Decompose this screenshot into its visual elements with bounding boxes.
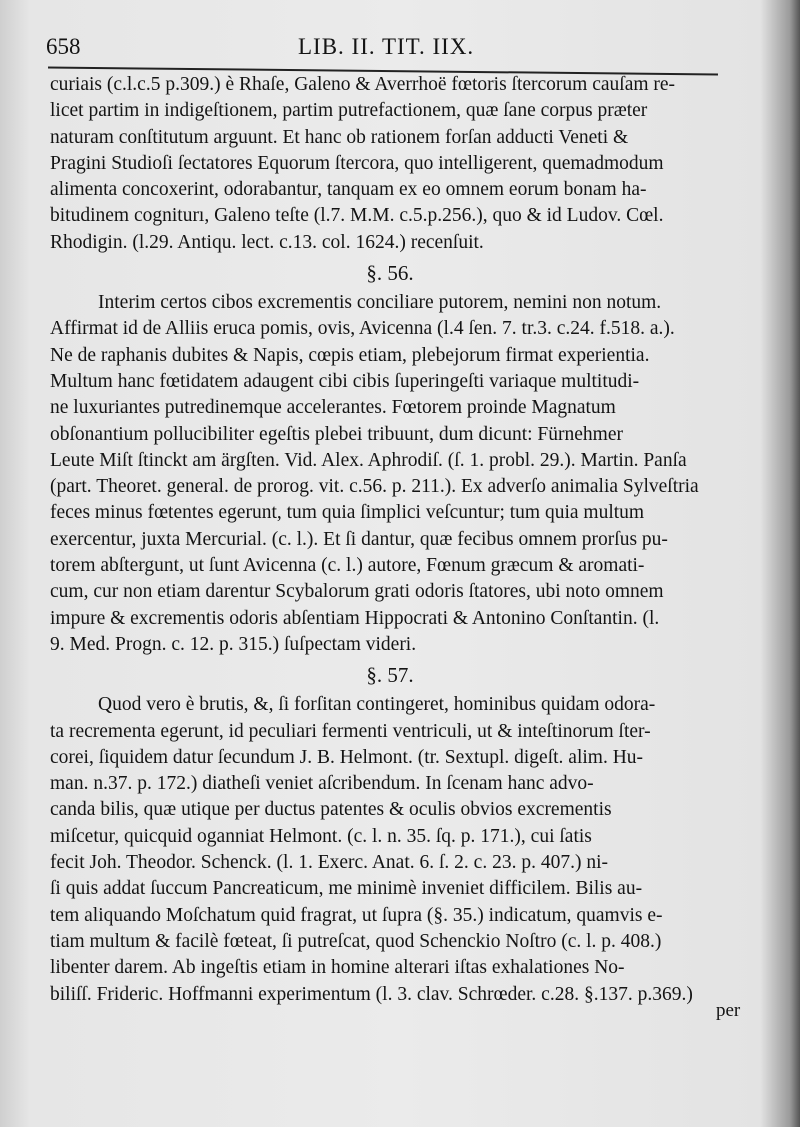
section-heading: §. 56. (366, 261, 414, 286)
text-line: ſi quis addat ſuccum Pancreaticum, me minimè inveniet difficilem. Bilis au- (50, 878, 643, 900)
text-line: Interim certos cibos excrementis conciliare putorem, nemini non notum. (98, 292, 662, 314)
text-line: obſonantium pollucibiliter egeſtis plebei tribuunt, dum dicunt: Fürnehmer (50, 423, 623, 445)
text-line: torem abſtergunt, ut ſunt Avicenna (c. l.) autore, Fœnum græcum & aromati- (50, 555, 645, 577)
text-line: Rhodigin. (l.29. Antiqu. lect. c.13. col. 1624.) recenſuit. (50, 231, 484, 253)
text-line: feces minus fœtentes egerunt, tum quia ſimplici veſcuntur; tum quia multum (50, 502, 645, 524)
catchword: per (716, 1000, 741, 1021)
text-line: Pragini Studioſi ſectatores Equorum ſtercora, quo intelligerent, quemadmodum (50, 152, 664, 174)
text-line: canda bilis, quæ utique per ductus patentes & oculis obvios excrementis (50, 799, 612, 821)
body-text (50, 72, 730, 1008)
running-head: LIB. II. TIT. IIX. (298, 34, 475, 59)
text-line: ta recrementa egerunt, id peculiari fermenti ventriculi, ut & inteſtinorum ſter- (50, 720, 651, 742)
text-line: ne luxuriantes putredinemque accelerantes. Fœtorem proinde Magnatum (50, 397, 616, 419)
text-line: Quod vero è brutis, &, ſi forſitan contingeret, hominibus quidam odora- (98, 694, 656, 716)
text-line: (part. Theoret. general. de prorog. vit. c.56. p. 211.). Ex adverſo animalia Sylveſtria (50, 476, 699, 498)
text-line: tiam multum & facilè fœteat, ſi putreſcat, quod Schenckio Noſtro (c. l. p. 408.) (50, 930, 662, 952)
text-line: bitudinem cogniturı, Galeno teſte (l.7. M.M. c.5.p.256.), quo & id Ludov. Cœl. (50, 205, 664, 227)
text-line: Affirmat id de Alliis eruca pomis, ovis, Avicenna (l.4 ſen. 7. tr.3. c.24. f.518. a.). (50, 318, 675, 340)
text-line: exercentur, juxta Mercurial. (c. l.). Et ſi dantur, quæ fecibus omnem prorſus pu- (50, 528, 668, 550)
text-line: miſcetur, quicquid oganniat Helmont. (c. l. n. 35. ſq. p. 171.), cui ſatis (50, 825, 592, 847)
text-line: Leute Miſt ſtinckt am ärgſten. Vid. Alex. Aphrodiſ. (ſ. 1. probl. 29.). Martin. Panſa (50, 449, 687, 471)
section-heading: §. 57. (366, 663, 414, 688)
text-line: libenter darem. Ab ingeſtis etiam in homine alterari iſtas exhalationes No- (50, 957, 625, 979)
text-line: man. n.37. p. 172.) diatheſi veniet aſcribendum. In ſcenam hanc advo- (50, 773, 594, 795)
text-line: Multum hanc fœtidatem adaugent cibi cibis ſuperingeſti variaque multitudi- (50, 370, 640, 392)
text-line: 9. Med. Progn. c. 12. p. 315.) ſuſpectam videri. (50, 633, 417, 655)
text-line: naturam conſtitutum arguunt. Et hanc ob rationem forſan adducti Veneti & (50, 126, 629, 148)
text-line: tem aliquando Moſchatum quid fragrat, ut ſupra (§. 35.) indicatum, quamvis e- (50, 904, 663, 926)
text-line: licet partim in indigeſtionem, partim putrefactionem, quæ ſane corpus præter (50, 100, 648, 122)
text-line: alimenta concoxerint, odorabantur, tanquam ex eo omnem eorum bonam ha- (50, 179, 647, 201)
text-line: impure & excrementis odoris abſentiam Hippocrati & Antonino Conſtantin. (l. (50, 607, 660, 629)
page-number: 658 (46, 34, 81, 59)
text-line: cum, cur non etiam darentur Scybalorum grati odoris ſtatores, ubi noto omnem (50, 581, 664, 603)
text-line: biliſſ. Frideric. Hoffmanni experimentum (l. 3. clav. Schrœder. c.28. §.137. p.369.) (50, 983, 693, 1005)
text-line: curiais (c.l.c.5 p.309.) è Rhaſe, Galeno & Averrhoë fœtoris ſtercorum cauſam re- (50, 74, 676, 95)
page-header (40, 34, 740, 64)
text-line: Ne de raphanis dubites & Napis, cœpis etiam, plebejorum firmat experientia. (50, 344, 650, 366)
text-line: corei, ſiquidem datur ſecundum J. B. Helmont. (tr. Sextupl. digeſt. alim. Hu- (50, 746, 644, 768)
text-line: fecit Joh. Theodor. Schenck. (l. 1. Exerc. Anat. 6. ſ. 2. c. 23. p. 407.) ni- (50, 852, 608, 874)
